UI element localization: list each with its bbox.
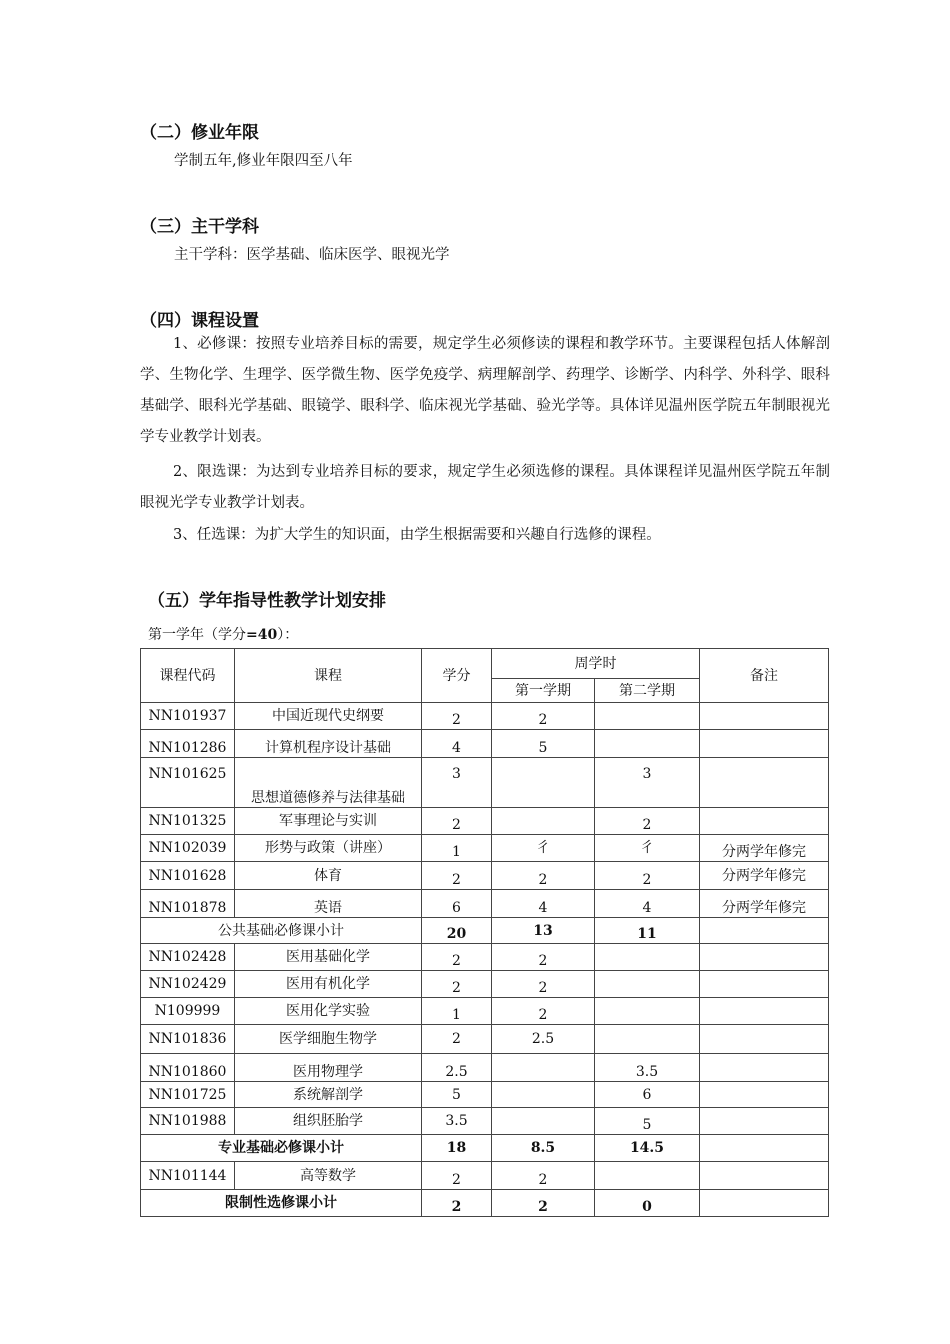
paragraph-required-courses: 1、必修课：按照专业培养目标的需要，规定学生必须修读的课程和教学环节。主要课程包括人体解剖学、生物化学、生理学、医学微生物、医学免疫学、病理解剖学、药理学、诊断学、内科学、外科学、眼科基础学、眼科光学基础、眼镜学、眼科学、临床视光学基础、验光学等。具体详见温州医学院五年制眼视光学专业教学计划表。 [140,336,830,445]
header-credit: 学分 [422,649,492,703]
cell-credit: 3.5 [422,1108,492,1135]
table-row [141,1054,829,1082]
subtotal-term1: 8.5 [492,1135,595,1162]
cell-code: NN101937 [141,703,235,730]
subtotal-label: 限制性选修课小计 [141,1190,422,1217]
duration-text: 学制五年,修业年限四至八年 [174,153,353,169]
cell-term1: 4 [492,890,595,918]
cell-code: NN101144 [141,1162,235,1190]
subtotal-term2: 14.5 [595,1135,700,1162]
cell-term2: 5 [595,1108,700,1135]
table-header-row [141,649,829,679]
cell-course: 组织胚胎学 [235,1108,422,1135]
table-row [141,1025,829,1054]
cell-credit: 6 [422,890,492,918]
cell-course: 思想道德修养与法律基础 [235,758,422,808]
cell-note [700,1082,829,1108]
cell-term2 [595,730,700,758]
subtotal-credit: 18 [422,1135,492,1162]
cell-note: 分两学年修完 [700,835,829,862]
cell-note [700,808,829,835]
cell-course: 英语 [235,890,422,918]
header-term2: 第二学期 [595,679,700,703]
cell-term2 [595,1025,700,1054]
cell-term2 [595,703,700,730]
cell-term2: 3.5 [595,1054,700,1082]
header-note: 备注 [700,649,829,703]
table-row [141,890,829,918]
cell-term1: 5 [492,730,595,758]
subtotal-credit: 2 [422,1190,492,1217]
subtotal-label: 专业基础必修课小计 [141,1135,422,1162]
cell-term1 [492,1108,595,1135]
cell-course: 医学细胞生物学 [235,1025,422,1054]
cell-credit: 2 [422,971,492,998]
cell-note [700,998,829,1025]
cell-term1: 2 [492,971,595,998]
cell-course: 体育 [235,862,422,890]
cell-credit: 5 [422,1082,492,1108]
table-row [141,971,829,998]
cell-term2: 4 [595,890,700,918]
cell-course: 计算机程序设计基础 [235,730,422,758]
cell-term2: 3 [595,758,700,808]
cell-note [700,944,829,971]
subtotal-term2: 0 [595,1190,700,1217]
cell-code: NN101286 [141,730,235,758]
cell-course: 中国近现代史纲要 [235,703,422,730]
cell-course: 医用化学实验 [235,998,422,1025]
header-weekly-hours: 周学时 [492,649,700,679]
cell-term1: 2 [492,1162,595,1190]
cell-term1 [492,808,595,835]
subtotal-credit: 20 [422,918,492,944]
subtotal-note [700,1135,829,1162]
disciplines-text: 主干学科：医学基础、临床医学、眼视光学 [174,247,450,263]
subtotal-row [141,1135,829,1162]
cell-credit: 2 [422,944,492,971]
cell-note [700,703,829,730]
cell-term1 [492,1082,595,1108]
cell-code: NN102039 [141,835,235,862]
cell-term2: 彳 [595,835,700,862]
cell-credit: 1 [422,998,492,1025]
cell-term2: 6 [595,1082,700,1108]
cell-term2 [595,944,700,971]
cell-code: NN101836 [141,1025,235,1054]
cell-code: NN101625 [141,758,235,808]
paragraph-limited-electives: 2、限选课：为达到专业培养目标的要求，规定学生必须选修的课程。具体课程详见温州医学院五年制眼视光学专业教学计划表。 [140,464,830,511]
cell-course: 医用有机化学 [235,971,422,998]
cell-note: 分两学年修完 [700,890,829,918]
cell-note: 分两学年修完 [700,862,829,890]
cell-note [700,758,829,808]
cell-term1: 2 [492,998,595,1025]
header-term1: 第一学期 [492,679,595,703]
subtotal-term2: 11 [595,918,700,944]
cell-term2: 2 [595,808,700,835]
table-row [141,944,829,971]
cell-note [700,971,829,998]
table-row [141,808,829,835]
cell-code: NN101860 [141,1054,235,1082]
cell-term2: 2 [595,862,700,890]
section-heading-courses: （四）课程设置 [140,311,259,331]
cell-course: 形势与政策（讲座） [235,835,422,862]
cell-term1: 2 [492,703,595,730]
table-row [141,730,829,758]
cell-term1: 2.5 [492,1025,595,1054]
cell-code: N109999 [141,998,235,1025]
cell-credit: 2 [422,1025,492,1054]
cell-credit: 4 [422,730,492,758]
cell-note [700,1162,829,1190]
table-row [141,1082,829,1108]
cell-code: NN101725 [141,1082,235,1108]
cell-course: 医用基础化学 [235,944,422,971]
cell-note [700,1108,829,1135]
cell-term1: 2 [492,944,595,971]
cell-credit: 2 [422,862,492,890]
subtotal-note [700,918,829,944]
table-row [141,835,829,862]
table-row [141,998,829,1025]
cell-term2 [595,971,700,998]
cell-code: NN101878 [141,890,235,918]
subtotal-label: 公共基础必修课小计 [141,918,422,944]
table-row [141,1108,829,1135]
cell-course: 高等数学 [235,1162,422,1190]
cell-term1 [492,758,595,808]
cell-credit: 2 [422,808,492,835]
subtotal-row [141,1190,829,1217]
table-row [141,703,829,730]
cell-code: NN101325 [141,808,235,835]
cell-course: 医用物理学 [235,1054,422,1082]
cell-credit: 1 [422,835,492,862]
header-course: 课程 [235,649,422,703]
cell-code: NN101988 [141,1108,235,1135]
table-caption: 第一学年（学分=40）： [148,627,299,643]
paragraph-free-electives: 3、任选课：为扩大学生的知识面，由学生根据需要和兴趣自行选修的课程。 [173,527,661,543]
subtotal-term1: 13 [492,918,595,944]
cell-note [700,1054,829,1082]
cell-credit: 3 [422,758,492,808]
subtotal-term1: 2 [492,1190,595,1217]
table-row [141,862,829,890]
cell-code: NN102428 [141,944,235,971]
cell-credit: 2 [422,703,492,730]
cell-code: NN101628 [141,862,235,890]
cell-term1 [492,1054,595,1082]
section-heading-duration: （二）修业年限 [140,123,259,143]
cell-course: 系统解剖学 [235,1082,422,1108]
cell-term2 [595,998,700,1025]
cell-code: NN102429 [141,971,235,998]
cell-term1: 彳 [492,835,595,862]
cell-course: 军事理论与实训 [235,808,422,835]
cell-note [700,1025,829,1054]
table-row [141,758,829,808]
curriculum-table [140,648,829,1217]
section-heading-plan: （五）学年指导性教学计划安排 [148,591,386,611]
cell-term2 [595,1162,700,1190]
subtotal-note [700,1190,829,1217]
cell-credit: 2.5 [422,1054,492,1082]
table-row [141,1162,829,1190]
cell-note [700,730,829,758]
section-heading-disciplines: （三）主干学科 [140,217,259,237]
header-code: 课程代码 [141,649,235,703]
subtotal-row [141,918,829,944]
cell-term1: 2 [492,862,595,890]
cell-credit: 2 [422,1162,492,1190]
